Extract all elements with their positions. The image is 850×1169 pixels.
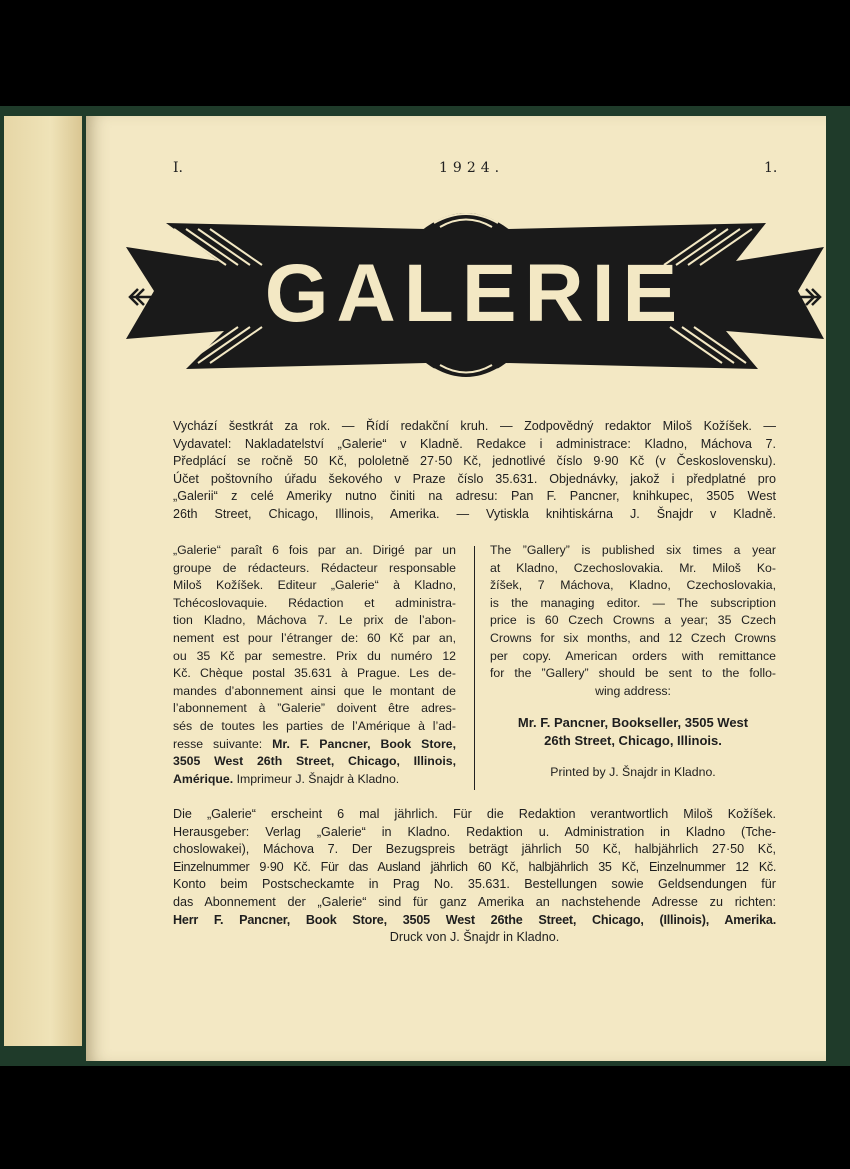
issue-number: 1.	[764, 160, 778, 176]
french-line: nement est pour l’étranger de: 60 Kč par an,	[173, 630, 456, 645]
german-line: Herausgeber: Verlag „Galerie“ in Kladno. Redaktion u. Administration in Kladno (Tche-	[173, 824, 776, 839]
left-page-edge	[4, 116, 82, 1046]
english-line: per copy. American orders with remittance	[490, 648, 776, 663]
french-imprint	[173, 542, 456, 788]
english-line: Crowns for six months, and 12 Czech Crowns	[490, 630, 776, 645]
german-line: das Abonnement der „Galerie“ sind für ganz Amerika an nachstehende Adresse zu richten:	[173, 894, 776, 909]
english-address-line: 26th Street, Chicago, Illinois.	[544, 732, 722, 748]
czech-line: Předplácí se ročně 50 Kč, pololetně 27·50 Kč, jednotlivé číslo 9·90 Kč (v Československu).	[173, 454, 776, 469]
page-header	[0, 160, 850, 182]
german-line: Konto beim Postscheckamte in Prag No. 35.631. Bestellungen sowie Geldsendungen für	[173, 877, 776, 892]
french-address-name: Mr. F. Pancner, Book Store,	[272, 736, 456, 751]
german-address: Herr F. Pancner, Book Store, 3505 West 26the Street, Chicago, (Illinois), Amerika.	[173, 912, 776, 927]
english-printer: Printed by J. Šnajdr in Kladno.	[550, 764, 716, 779]
french-line: sés de toutes les parties de l’Amérique à l’ad-	[173, 718, 456, 733]
french-line: tion Kladno, Máchova 7. Le prix de l’abon-	[173, 613, 456, 628]
czech-imprint	[173, 418, 776, 524]
german-line: Einzelnummer 9·90 Kč. Für das Ausland jährlich 60 Kč, halbjährlich 35 Kč, Einzelnummer 12 Kč.	[173, 859, 776, 874]
french-line: Miloš Kožíšek. Editeur „Galerie“ à Kladno,	[173, 578, 456, 593]
french-address-country: Amérique.	[173, 771, 234, 786]
czech-line: Vychází šestkrát za rok. — Řídí redakční kruh. — Zodpovědný redaktor Miloš Kožíšek. —	[173, 419, 776, 433]
german-printer: Druck von J. Šnajdr in Kladno.	[389, 930, 560, 945]
english-address-line: Mr. F. Pancner, Bookseller, 3505 West	[517, 715, 749, 731]
french-line-printer	[173, 771, 456, 789]
french-printer: Imprimeur J. Šnajdr à Kladno.	[236, 771, 400, 786]
french-line: l’abonnement à ”Galerie” doivent être adres-	[173, 701, 456, 716]
masthead-banner	[126, 199, 824, 399]
czech-line: 26th Street, Chicago, Illinois, Amerika. — Vytiskla knihtiskárna J. Šnajdr v Kladně.	[173, 506, 776, 521]
masthead-title: GALERIE	[264, 248, 686, 339]
french-line: ou 35 Kč par semestre. Prix du numéro 12	[173, 648, 456, 663]
german-line: choslowakei), Máchova 7. Der Bezugspreis beträgt jährlich 50 Kč, halbjährlich 27·50 Kč,	[173, 842, 776, 857]
french-line: „Galerie“ paraît 6 fois par an. Dirigé par un	[173, 543, 456, 557]
czech-line: Vydavatel: Nakladatelství „Galerie“ v Kladně. Redakce i administrace: Kladno, Máchova 7.	[173, 436, 776, 451]
french-line: Tchécoslovaquie. Rédaction et administra-	[173, 595, 456, 610]
english-line: price is 60 Czech Crowns a year; 35 Czech	[490, 613, 776, 628]
english-line: for the ”Gallery” should be sent to the follo-	[490, 666, 776, 681]
english-imprint	[490, 542, 776, 781]
french-line: mandes d’abonnement ainsi que le montant de	[173, 683, 456, 698]
german-line: Die „Galerie“ erscheint 6 mal jährlich. Für die Redaktion verantwortlich Miloš Kožíšek.	[173, 807, 776, 821]
french-line: groupe de rédacteurs. Rédacteur responsable	[173, 560, 456, 575]
english-line: The ”Gallery” is published six times a year	[490, 543, 776, 557]
volume-number: I.	[173, 160, 183, 176]
english-line: at Kladno, Czechoslovakia. Mr. Miloš Ko-	[490, 560, 776, 575]
english-line: wing address:	[595, 683, 671, 698]
year: 1924.	[439, 160, 505, 176]
english-line: is the managing editor. — The subscription	[490, 595, 776, 610]
german-imprint	[173, 806, 776, 947]
french-address-street: 3505 West 26th Street, Chicago, Illinois,	[173, 754, 456, 769]
czech-line: Účet poštovního úřadu šekového v Praze číslo 35.631. Objednávky, jakož i předplatné pro	[173, 471, 776, 486]
french-line: resse suivante:	[173, 736, 263, 751]
column-divider	[474, 546, 475, 790]
english-line: žíšek, 7 Máchova, Kladno, Czechoslovakia,	[490, 578, 776, 593]
french-line-address	[173, 736, 456, 754]
french-line: Kč. Chèque postal 35.631 à Prague. Les de-	[173, 666, 456, 681]
czech-line: „Galerii“ z celé Ameriky nutno činiti na adresu: Pan F. Pancner, knihkupec, 3505 West	[173, 489, 776, 504]
french-line-address	[173, 753, 456, 771]
